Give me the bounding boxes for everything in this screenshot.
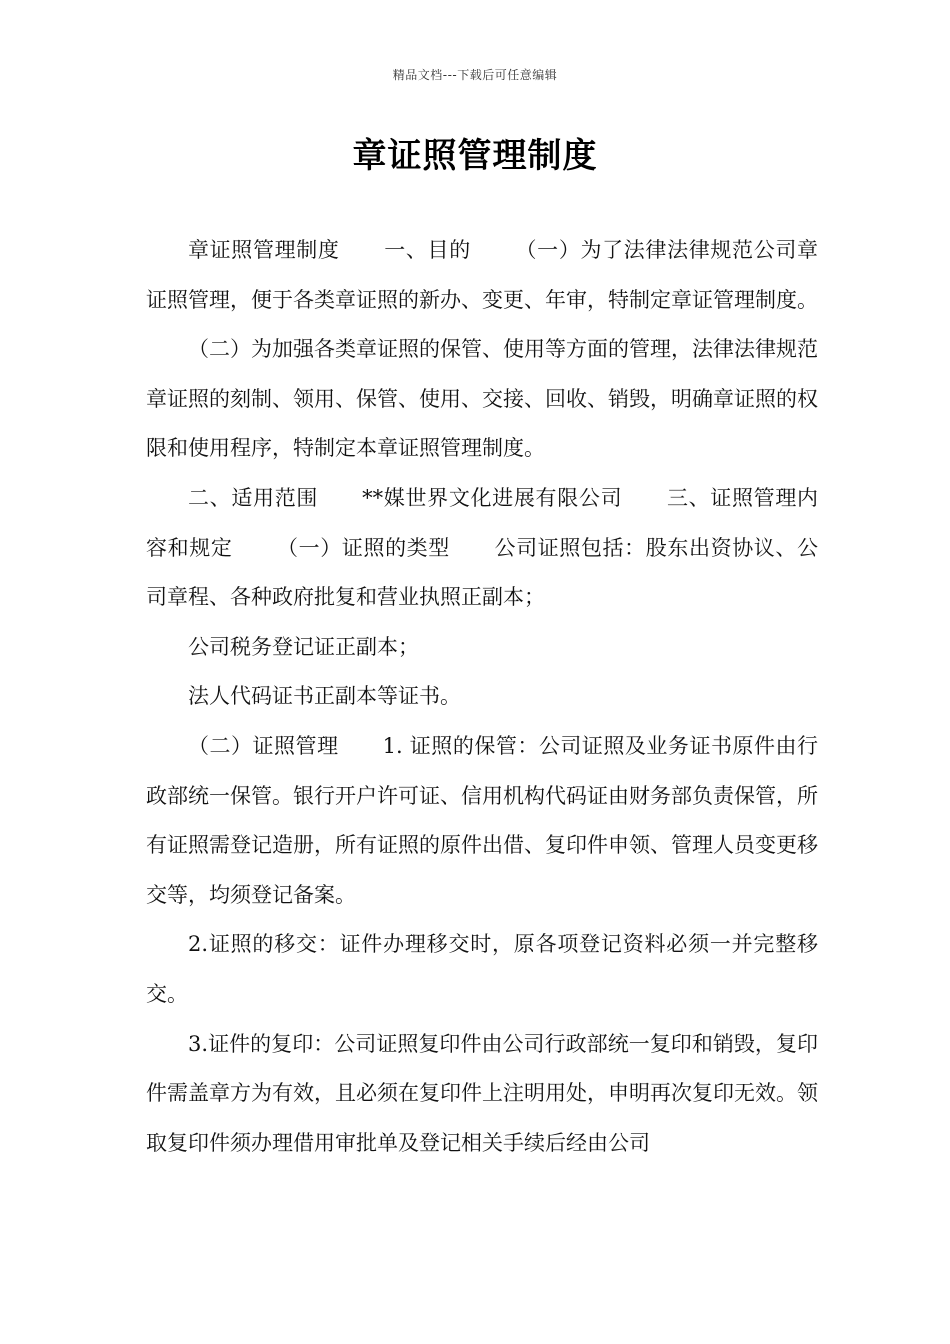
paragraph-segment: 公司税务登记证正副本； (188, 634, 419, 659)
paragraph-custody (146, 722, 818, 920)
paragraph-transfer (146, 920, 818, 1019)
paragraph-segment: 二、适用范围 (188, 485, 319, 510)
paragraph-segment: （一）证照的类型 (276, 535, 450, 560)
paragraph-segment: **媒世界文化进展有限公司 (362, 485, 623, 510)
paragraph-scope (146, 474, 818, 623)
paragraph-segment: （一）为了法律法律规范公司章证照管理，便于各类章证照的新办、变更、年审，特制定章证管理制度。 (146, 238, 819, 312)
paragraph-segment: 公司证照包括：股东出资协议、公司章程、各种政府批复和营业执照正副本； (146, 535, 819, 610)
paragraph-segment: 一、目的 (383, 238, 471, 262)
paragraph-segment: （二）证照管理 (188, 733, 339, 758)
paragraph-copying (146, 1020, 818, 1169)
paragraph-purpose (146, 226, 818, 325)
paragraph-segment: 2.证照的移交：证件办理移交时，原各项登记资料必须一并完整移交。 (146, 932, 818, 1006)
paragraph-legal-code (146, 672, 818, 722)
paragraph-segment: 章证照管理制度 (188, 238, 340, 262)
paragraph-segment: 3.证件的复印：公司证照复印件由公司行政部统一复印和销毁，复印件需盖章方为有效，且必须在复印件上注明用处，申明再次复印无效。领取复印件须办理借用审批单及登记相关手续后经由公司 (146, 1031, 818, 1155)
paragraph-purpose-2 (146, 325, 818, 474)
paragraph-segment: 1. 证照的保管：公司证照及业务证书原件由行政部统一保管。银行开户许可证、信用机构代码证由财务部负责保管，所有证照需登记造册，所有证照的原件出借、复印件申领、管理人员变更移交等，均须登记备案。 (146, 733, 818, 907)
page-header: 精品文档---下载后可任意编辑 (392, 68, 558, 82)
document-body (146, 226, 818, 1168)
paragraph-segment: 三、证照管理内容和规定 (146, 485, 819, 560)
paragraph-segment: （二）为加强各类章证照的保管、使用等方面的管理，法律法律规范章证照的刻制、领用、保管、使用、交接、回收、销毁，明确章证照的权限和使用程序，特制定本章证照管理制度。 (146, 337, 818, 461)
paragraph-tax-registration (146, 623, 818, 673)
document-title: 章证照管理制度 (352, 136, 598, 176)
paragraph-segment: 法人代码证书正副本等证书。 (188, 684, 461, 709)
